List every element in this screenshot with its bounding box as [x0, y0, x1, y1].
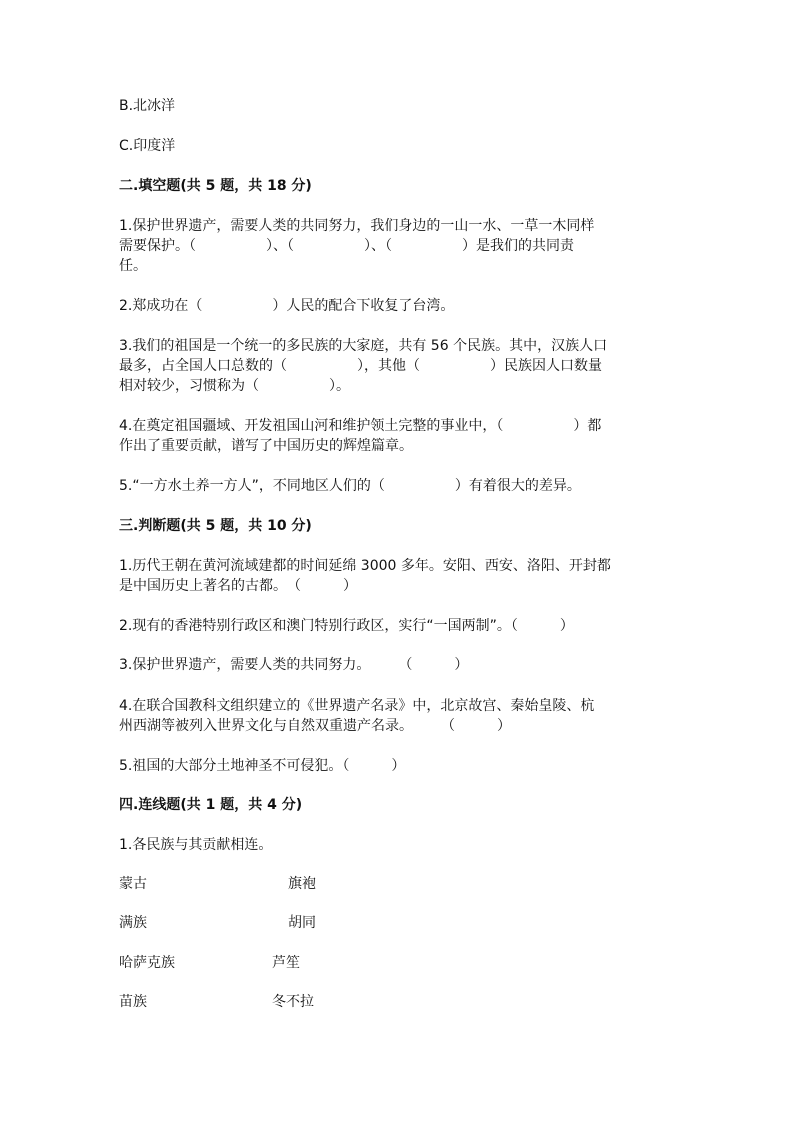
matching-right-item: 冬不拉 — [272, 994, 314, 1010]
option-c: C.印度洋 — [119, 138, 176, 154]
fill-question-3-line-2: 最多，占全国人口总数的（ ），其他（ ）民族因人口数量 — [119, 358, 602, 374]
fill-question-1-line-3: 任。 — [119, 258, 147, 274]
fill-question-4-line-2: 作出了重要贡献，谱写了中国历史的辉煌篇章。 — [119, 438, 413, 454]
section-3-heading: 三.判断题(共 5 题，共 10 分) — [119, 518, 312, 534]
judge-question-4-line-1: 4.在联合国教科文组织建立的《世界遗产名录》中，北京故宫、秦始皇陵、杭 — [119, 698, 595, 714]
judge-question-2: 2.现有的香港特别行政区和澳门特别行政区，实行“一国两制”。（ ） — [119, 618, 574, 634]
matching-question-1: 1.各民族与其贡献相连。 — [119, 837, 273, 853]
fill-question-1-line-2: 需要保护。（ ）、（ ）、（ ）是我们的共同责 — [119, 238, 574, 254]
judge-question-5: 5.祖国的大部分土地神圣不可侵犯。（ ） — [119, 758, 406, 774]
matching-left-item: 满族 — [119, 915, 147, 931]
judge-question-1-line-2: 是中国历史上著名的古都。 （ ） — [119, 578, 357, 594]
fill-question-3-line-1: 3.我们的祖国是一个统一的多民族的大家庭，共有 56 个民族。其中，汉族人口 — [119, 338, 608, 354]
matching-right-item: 胡同 — [288, 915, 316, 931]
fill-question-1-line-1: 1.保护世界遗产，需要人类的共同努力，我们身边的一山一水、一草一木同样 — [119, 218, 595, 234]
judge-question-3: 3.保护世界遗产，需要人类的共同努力。 （ ） — [119, 657, 469, 673]
judge-question-4-line-2: 州西湖等被列入世界文化与自然双重遗产名录。 （ ） — [119, 718, 511, 734]
matching-right-item: 芦笙 — [272, 955, 300, 971]
judge-question-1-line-1: 1.历代王朝在黄河流域建都的时间延绵 3000 多年。安阳、西安、洛阳、开封都 — [119, 558, 611, 574]
matching-left-item: 哈萨克族 — [119, 955, 175, 971]
matching-left-item: 苗族 — [119, 994, 147, 1010]
matching-right-item: 旗袍 — [288, 876, 316, 892]
section-4-heading: 四.连线题(共 1 题，共 4 分) — [119, 797, 303, 813]
option-b: B.北冰洋 — [119, 98, 176, 114]
fill-question-3-line-3: 相对较少，习惯称为（ ）。 — [119, 378, 350, 394]
fill-question-4-line-1: 4.在奠定祖国疆域、开发祖国山河和维护领土完整的事业中，（ ）都 — [119, 418, 602, 434]
fill-question-2: 2.郑成功在（ ）人民的配合下收复了台湾。 — [119, 298, 455, 314]
fill-question-5: 5.“一方水土养一方人”，不同地区人们的（ ）有着很大的差异。 — [119, 478, 581, 494]
section-2-heading: 二.填空题(共 5 题，共 18 分) — [119, 178, 312, 194]
matching-left-item: 蒙古 — [119, 876, 147, 892]
